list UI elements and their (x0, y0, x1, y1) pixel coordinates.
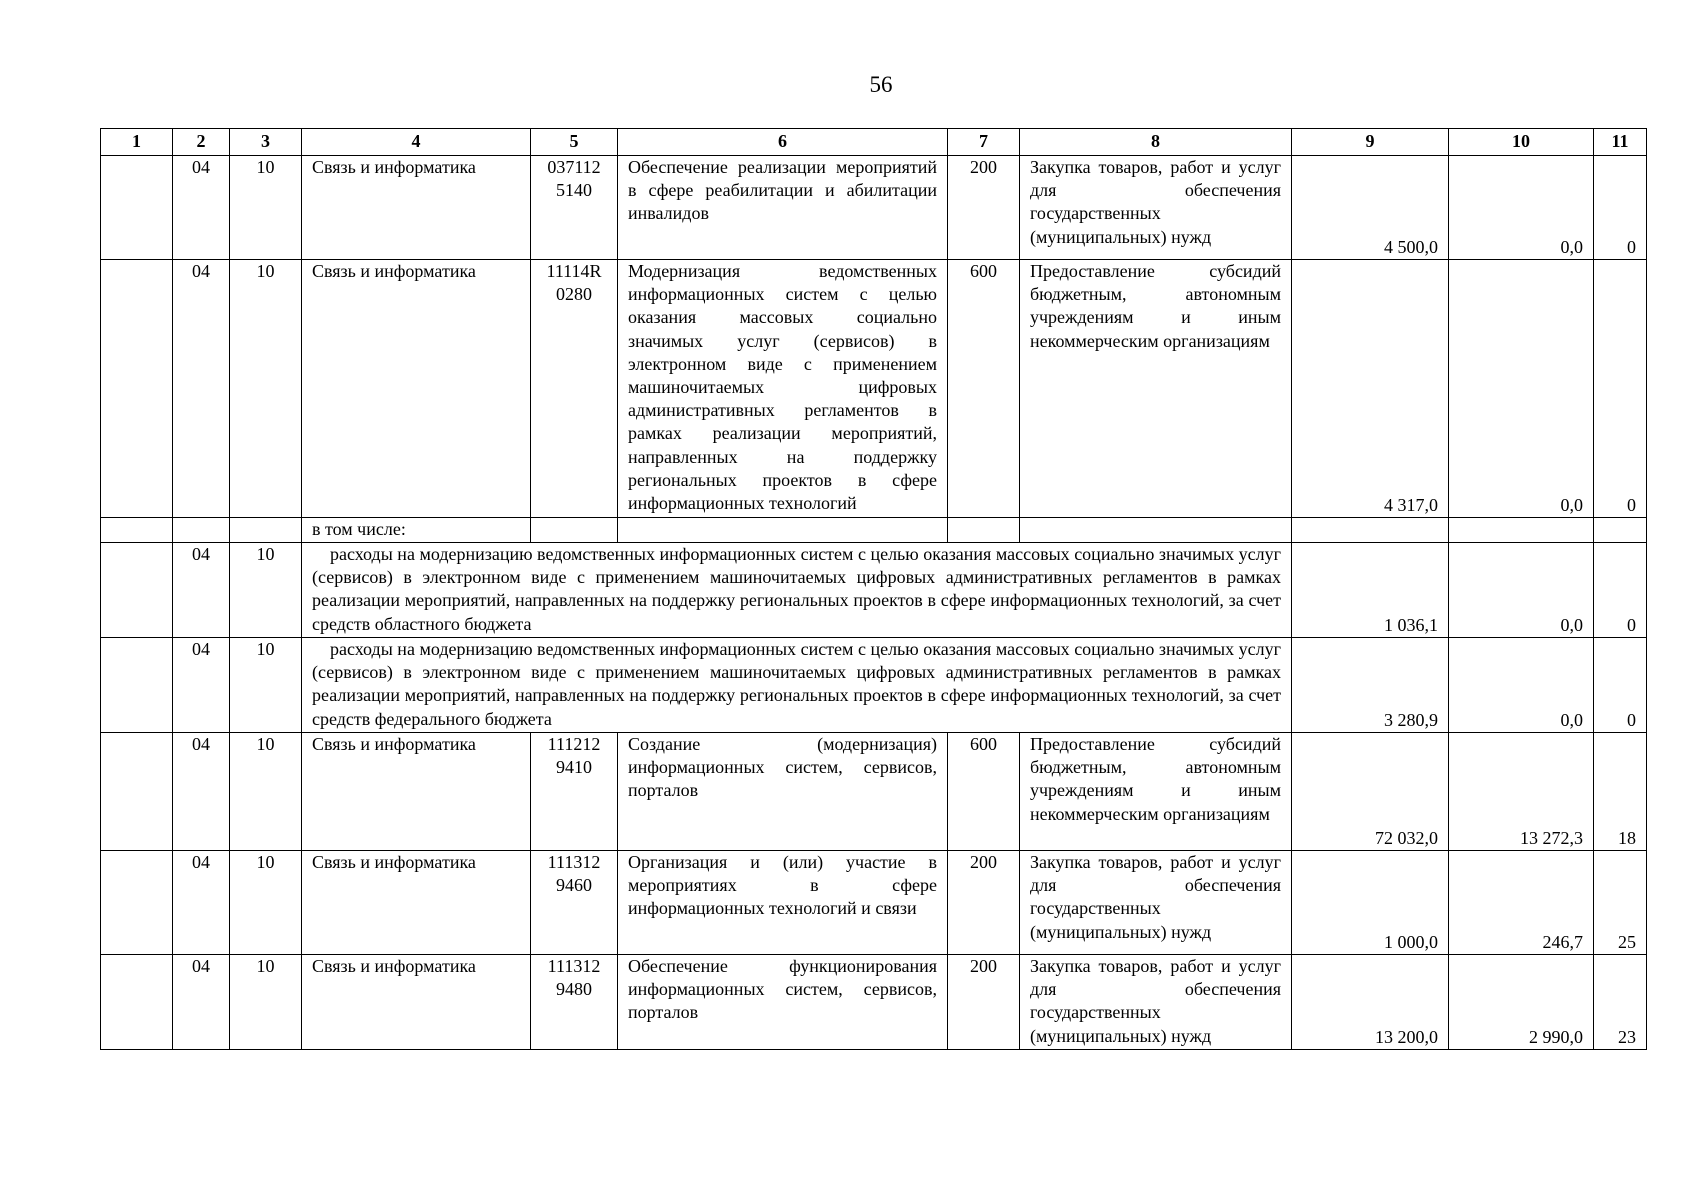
col-header-9: 9 (1292, 129, 1449, 156)
cell-program-name: Модернизация ведомственных информационных систем с целью оказания массовых социально значимых услуг (сервисов) в электронном виде с применением машиночитаемых цифровых административных регламентов в рамках реализации мероприятий, направленных на поддержку региональных проектов в сфере информационных технологий (618, 260, 948, 518)
cell-percent: 23 (1594, 955, 1647, 1050)
header-row (101, 129, 1647, 156)
cell-section-name: Связь и информатика (302, 955, 531, 1050)
breakdown-description: расходы на модернизацию ведомственных информационных систем с целью оказания массовых социально значимых услуг (сервисов) в электронном виде с применением машиночитаемых цифровых административных регламентов в рамках реализации мероприятий, направленных на поддержку региональных проектов в сфере информационных технологий, за счет средств федерального бюджета (302, 638, 1292, 733)
cell-expense-type-code: 600 (948, 260, 1020, 518)
col-header-10: 10 (1449, 129, 1594, 156)
cell-expense-type-code: 200 (948, 955, 1020, 1050)
breakdown-description: расходы на модернизацию ведомственных информационных систем с целью оказания массовых социально значимых услуг (сервисов) в электронном виде с применением машиночитаемых цифровых административных регламентов в рамках реализации мероприятий, направленных на поддержку региональных проектов в сфере информационных технологий, за счет средств областного бюджета (302, 543, 1292, 638)
cell-subsection: 10 (230, 543, 302, 638)
cell-executed-amount: 0,0 (1449, 156, 1594, 260)
breakdown-row (101, 638, 1647, 733)
cell-expense-type-name: Предоставление субсидий бюджетным, автономным учреждениям и иным некоммерческим организациям (1020, 733, 1292, 851)
cell-plan-amount: 4 317,0 (1292, 260, 1449, 518)
cell-section: 04 (173, 955, 230, 1050)
col-header-5: 5 (531, 129, 618, 156)
cell-plan-amount: 4 500,0 (1292, 156, 1449, 260)
col-header-8: 8 (1020, 129, 1292, 156)
col-header-2: 2 (173, 129, 230, 156)
cell-program-name: Организация и (или) участие в мероприятиях в сфере информационных технологий и связи (618, 851, 948, 955)
col-header-7: 7 (948, 129, 1020, 156)
col-header-6: 6 (618, 129, 948, 156)
cell-subsection: 10 (230, 851, 302, 955)
cell-target-code: 11114R 0280 (531, 260, 618, 518)
cell-section-name: Связь и информатика (302, 851, 531, 955)
cell-expense-type-name: Закупка товаров, работ и услуг для обеспечения государственных (муниципальных) нужд (1020, 156, 1292, 260)
cell-executed-amount: 246,7 (1449, 851, 1594, 955)
cell-col1 (101, 733, 173, 851)
cell-program-name: Обеспечение реализации мероприятий в сфере реабилитации и абилитации инвалидов (618, 156, 948, 260)
col-header-11: 11 (1594, 129, 1647, 156)
cell-expense-type-name: Закупка товаров, работ и услуг для обеспечения государственных (муниципальных) нужд (1020, 955, 1292, 1050)
cell-executed-amount: 2 990,0 (1449, 955, 1594, 1050)
cell-col1 (101, 156, 173, 260)
cell-section-name: Связь и информатика (302, 733, 531, 851)
cell-executed-amount: 13 272,3 (1449, 733, 1594, 851)
cell-expense-type-code: 600 (948, 733, 1020, 851)
cell-percent: 0 (1594, 156, 1647, 260)
cell-expense-type-name: Предоставление субсидий бюджетным, автономным учреждениям и иным некоммерческим организациям (1020, 260, 1292, 518)
cell-plan-amount: 1 000,0 (1292, 851, 1449, 955)
table-row (101, 733, 1647, 851)
table-row (101, 156, 1647, 260)
cell-section: 04 (173, 638, 230, 733)
cell-expense-type-name: Закупка товаров, работ и услуг для обеспечения государственных (муниципальных) нужд (1020, 851, 1292, 955)
cell-section: 04 (173, 851, 230, 955)
cell-target-code: 111312 9460 (531, 851, 618, 955)
table-row (101, 955, 1647, 1050)
cell-plan-amount: 72 032,0 (1292, 733, 1449, 851)
cell-target-code: 037112 5140 (531, 156, 618, 260)
cell-executed-amount: 0,0 (1449, 638, 1594, 733)
cell-plan-amount: 13 200,0 (1292, 955, 1449, 1050)
cell-executed-amount: 0,0 (1449, 543, 1594, 638)
breakdown-row (101, 543, 1647, 638)
cell-program-name: Создание (модернизация) информационных систем, сервисов, порталов (618, 733, 948, 851)
cell-col1 (101, 955, 173, 1050)
budget-table (100, 128, 1647, 1050)
cell-section: 04 (173, 156, 230, 260)
cell-percent: 0 (1594, 260, 1647, 518)
cell-percent: 25 (1594, 851, 1647, 955)
cell-percent: 18 (1594, 733, 1647, 851)
cell-expense-type-code: 200 (948, 851, 1020, 955)
table-row (101, 260, 1647, 518)
page-number: 56 (869, 72, 893, 97)
cell-plan-amount: 3 280,9 (1292, 638, 1449, 733)
col-header-4: 4 (302, 129, 531, 156)
cell-subsection: 10 (230, 733, 302, 851)
cell-subsection: 10 (230, 955, 302, 1050)
cell-executed-amount: 0,0 (1449, 260, 1594, 518)
table-row (101, 851, 1647, 955)
cell-section: 04 (173, 733, 230, 851)
cell-col1 (101, 260, 173, 518)
cell-plan-amount: 1 036,1 (1292, 543, 1449, 638)
col-header-1: 1 (101, 129, 173, 156)
cell-percent: 0 (1594, 543, 1647, 638)
col-header-3: 3 (230, 129, 302, 156)
cell-target-code: 111212 9410 (531, 733, 618, 851)
cell-subsection: 10 (230, 260, 302, 518)
subheading-row (101, 518, 1647, 543)
cell-subsection: 10 (230, 638, 302, 733)
cell-section-name: Связь и информатика (302, 260, 531, 518)
cell-col1 (101, 851, 173, 955)
cell-expense-type-code: 200 (948, 156, 1020, 260)
cell-subsection: 10 (230, 156, 302, 260)
cell-section: 04 (173, 260, 230, 518)
cell-program-name: Обеспечение функционирования информационных систем, сервисов, порталов (618, 955, 948, 1050)
subheading-text: в том числе: (302, 518, 531, 543)
cell-percent: 0 (1594, 638, 1647, 733)
cell-section-name: Связь и информатика (302, 156, 531, 260)
cell-section: 04 (173, 543, 230, 638)
cell-target-code: 111312 9480 (531, 955, 618, 1050)
